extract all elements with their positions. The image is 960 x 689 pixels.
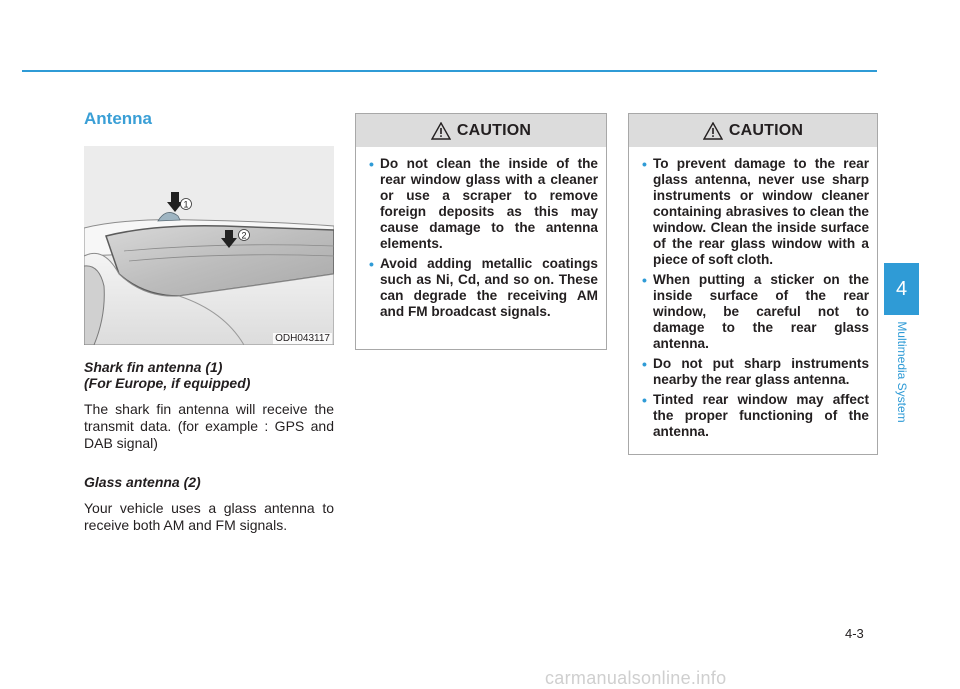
- caution-2-item-1: To prevent damage to the rear glass antenna, never use sharp instruments or window cleaner containing abrasives to clean the window. Clean the inside surface of the rear glass window with a piece of soft cloth.: [653, 156, 869, 267]
- shark-fin-heading-line2: (For Europe, if equipped): [84, 375, 251, 391]
- caution-2-item-4: Tinted rear window may affect the proper functioning of the antenna.: [653, 392, 869, 439]
- list-item: [369, 256, 598, 320]
- caution-box-1: [355, 113, 607, 350]
- antenna-figure: [84, 146, 334, 345]
- callout-2: 2: [241, 230, 247, 241]
- list-item: [642, 356, 869, 388]
- figure-code: ODH043117: [275, 333, 330, 344]
- bullet-icon: •: [642, 392, 647, 408]
- caution-box-2: [628, 113, 878, 455]
- bullet-icon: •: [642, 272, 647, 288]
- caution-title-2: CAUTION: [728, 121, 804, 139]
- shark-fin-heading-line1: Shark fin antenna (1): [84, 359, 223, 375]
- caution-2-item-3: Do not put sharp instruments nearby the rear glass antenna.: [653, 356, 869, 387]
- warning-triangle-icon: [703, 122, 723, 140]
- caution-1-item-2: Avoid adding metallic coatings such as Ni, Cd, and so on. These can degrade the receiving AM and FM broadcast signals.: [380, 256, 598, 319]
- list-item: [642, 156, 869, 268]
- caution-list-2: [629, 147, 877, 452]
- rear-car-illustration: [84, 146, 334, 345]
- watermark: carmanualsonline.info: [545, 668, 727, 688]
- callout-1: 1: [183, 199, 189, 210]
- bullet-icon: •: [642, 156, 647, 172]
- caution-header-2: [629, 114, 877, 147]
- bullet-icon: •: [369, 256, 374, 272]
- top-rule: [22, 70, 877, 72]
- bullet-icon: •: [642, 356, 647, 372]
- warning-triangle-icon: [431, 122, 451, 140]
- bullet-icon: •: [369, 156, 374, 172]
- left-column: [84, 109, 334, 534]
- chapter-tab[interactable]: 4: [884, 263, 919, 315]
- list-item: [642, 272, 869, 352]
- shark-fin-heading: [84, 359, 334, 391]
- list-item: [642, 392, 869, 440]
- list-item: [369, 156, 598, 252]
- glass-antenna-body: Your vehicle uses a glass antenna to receive both AM and FM signals.: [84, 500, 334, 533]
- caution-title-1: CAUTION: [456, 121, 532, 139]
- glass-antenna-heading: Glass antenna (2): [84, 474, 201, 490]
- section-title: Antenna: [84, 109, 152, 128]
- caution-2-item-2: When putting a sticker on the inside surface of the rear window, be careful not to damage to the rear glass antenna.: [653, 272, 869, 351]
- page-number: 4-3: [845, 626, 864, 641]
- caution-1-item-1: Do not clean the inside of the rear window glass with a cleaner or use a scraper to remove foreign deposits as this may cause damage to the antenna elements.: [380, 156, 598, 251]
- caution-list-1: [356, 147, 606, 332]
- chapter-name: Multimedia System: [895, 321, 909, 423]
- shark-fin-body: The shark fin antenna will receive the transmit data. (for example : GPS and DAB signal): [84, 401, 334, 451]
- caution-header-1: [356, 114, 606, 147]
